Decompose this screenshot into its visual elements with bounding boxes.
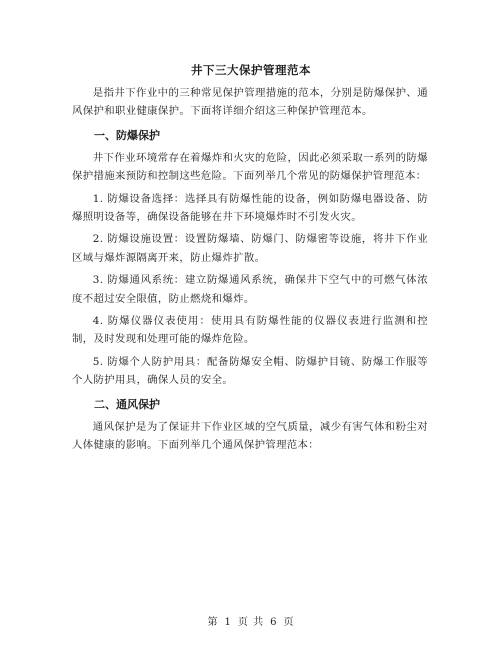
footer-current-page: 1 bbox=[224, 617, 232, 628]
section-intro-ventilation-protection: 通风保护是为了保证井下作业区域的空气质量，减少有害气体和粉尘对人体健康的影响。下面列举几个通风保护管理范本： bbox=[72, 420, 428, 452]
document-body bbox=[72, 84, 428, 459]
footer-prefix: 第 bbox=[207, 617, 219, 628]
footer-middle: 页 共 bbox=[237, 617, 265, 628]
section-heading-explosion-protection: 一、防爆保护 bbox=[94, 128, 160, 142]
document-title: 井下三大保护管理范本 bbox=[191, 63, 311, 77]
section-intro-explosion-protection: 井下作业环境常存在着爆炸和火灾的危险，因此必须采取一系列的防爆保护措施来预防和控制这些危险。下面列举几个常见的防爆保护管理范本： bbox=[72, 151, 428, 183]
section-heading-ventilation-protection: 二、通风保护 bbox=[94, 397, 160, 411]
list-item: 3. 防爆通风系统：建立防爆通风系统，确保井下空气中的可燃气体浓度不超过安全限值，防止燃烧和爆炸。 bbox=[72, 274, 428, 305]
footer-suffix: 页 bbox=[283, 617, 295, 628]
list-item: 2. 防爆设施设置：设置防爆墙、防爆门、防爆密等设施，将井下作业区域与爆炸源隔离开来，防止爆炸扩散。 bbox=[72, 233, 428, 264]
page-footer bbox=[0, 613, 502, 628]
list-item: 1. 防爆设备选择：选择具有防爆性能的设备，例如防爆电器设备、防爆照明设备等，确保设备能够在井下环境爆炸时不引发火灾。 bbox=[72, 192, 428, 224]
list-item: 4. 防爆仪器仪表使用：使用具有防爆性能的仪器仪表进行监测和控制，及时发现和处理可能的爆炸危险。 bbox=[72, 315, 428, 346]
list-item: 5. 防爆个人防护用具：配备防爆安全帽、防爆护目镜、防爆工作服等个人防护用具，确保人员的安全。 bbox=[72, 355, 428, 387]
footer-total-pages: 6 bbox=[270, 617, 278, 628]
intro-paragraph: 是指井下作业中的三种常见保护管理措施的范本，分别是防爆保护、通风保护和职业健康保护。下面将详细介绍这三种保护管理范本。 bbox=[72, 87, 428, 118]
